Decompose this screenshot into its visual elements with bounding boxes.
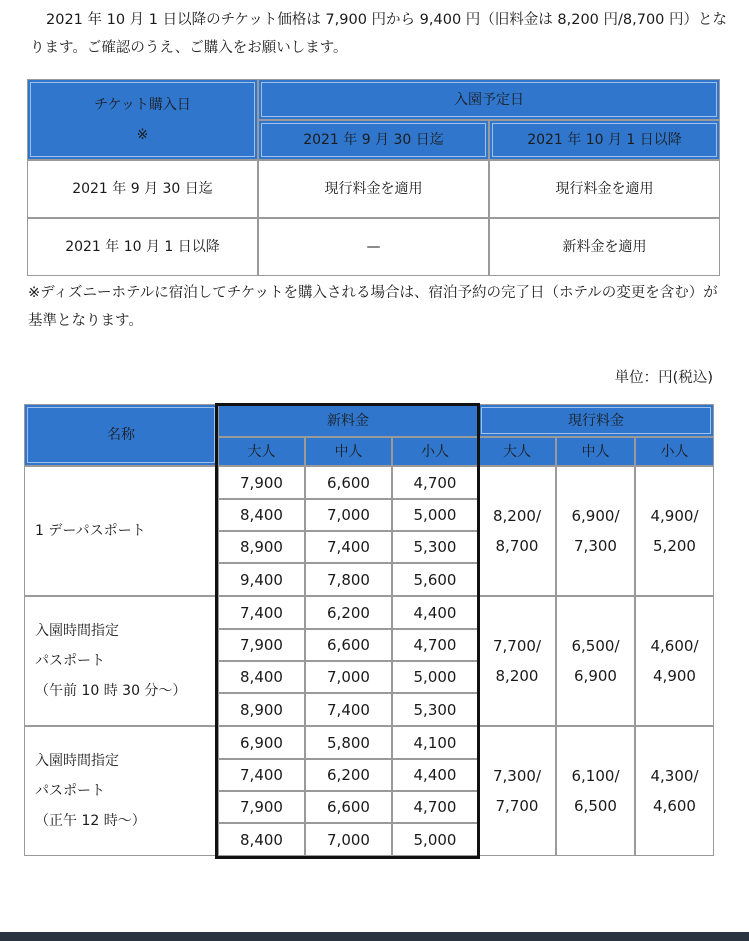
new-price-cell: 7,400 [305, 693, 392, 726]
current-price-cell [478, 466, 556, 596]
new-price-cell: 7,900 [218, 791, 305, 823]
new-price-cell: 4,700 [392, 791, 478, 823]
bottom-bar [0, 932, 749, 941]
current-price-line: 5,200 [653, 537, 696, 555]
ticket-name-cell [24, 466, 218, 596]
new-price-cell: 7,400 [218, 759, 305, 791]
purchase-row-cell: — [258, 218, 489, 276]
current-price-cell [635, 726, 714, 856]
current-adult-header: 大人 [478, 437, 556, 466]
current-price-line: 6,100/ [571, 767, 620, 785]
new-price-cell: 7,000 [305, 823, 392, 856]
new-price-cell: 7,800 [305, 563, 392, 596]
purchase-date-header [27, 79, 258, 160]
ticket-name-line: 入園時間指定 [35, 753, 119, 769]
new-price-cell: 7,000 [305, 499, 392, 531]
current-price-line: 6,900 [574, 667, 617, 685]
new-child-header: 小人 [392, 437, 478, 466]
new-price-cell: 7,900 [218, 629, 305, 661]
new-price-cell: 5,000 [392, 499, 478, 531]
purchase-row-cell: 現行料金を適用 [258, 160, 489, 218]
current-price-line: 6,500/ [571, 637, 620, 655]
ticket-name-line: 入園時間指定 [35, 623, 119, 639]
current-price-cell [556, 466, 635, 596]
new-price-cell: 5,300 [392, 693, 478, 726]
name-header: 名称 [24, 404, 218, 466]
new-price-cell: 8,400 [218, 661, 305, 693]
current-price-cell [478, 726, 556, 856]
new-price-cell: 4,700 [392, 466, 478, 499]
new-price-cell: 7,000 [305, 661, 392, 693]
current-price-cell [635, 596, 714, 726]
new-price-cell: 8,400 [218, 499, 305, 531]
current-price-line: 8,700 [495, 537, 539, 555]
new-price-cell: 5,000 [392, 661, 478, 693]
current-price-line: 4,600 [653, 797, 696, 815]
ticket-name-cell [24, 596, 218, 726]
new-price-cell: 7,400 [305, 531, 392, 563]
purchase-row-label: 2021 年 10 月 1 日以降 [27, 218, 258, 276]
current-price-line: 8,200/ [493, 507, 541, 525]
ticket-name-line: パスポート [35, 783, 105, 799]
new-price-cell: 8,900 [218, 693, 305, 726]
visit-date-col-before: 2021 年 9 月 30 日迄 [258, 120, 489, 160]
new-price-cell: 5,300 [392, 531, 478, 563]
current-price-line: 8,200 [495, 667, 539, 685]
current-price-line: 7,300 [574, 537, 617, 555]
new-price-header: 新料金 [218, 404, 478, 437]
new-price-cell: 4,700 [392, 629, 478, 661]
current-price-line: 4,900/ [650, 507, 699, 525]
purchase-row-label: 2021 年 9 月 30 日迄 [27, 160, 258, 218]
new-price-cell: 6,200 [305, 596, 392, 629]
purchase-date-header-label: チケット購入日 [94, 96, 191, 113]
current-price-line: 7,700/ [493, 637, 541, 655]
new-price-cell: 5,800 [305, 726, 392, 759]
current-price-header: 現行料金 [478, 404, 714, 437]
new-price-cell: 8,900 [218, 531, 305, 563]
purchase-row-cell: 現行料金を適用 [489, 160, 720, 218]
intro-paragraph: 2021 年 10 月 1 日以降のチケット価格は 7,900 円から 9,400 円（旧料金は 8,200 円/8,700 円）となります。ご確認のうえ、ご購入をお願いします。 [30, 12, 728, 56]
current-price-line: 7,700 [495, 797, 539, 815]
new-price-cell: 5,600 [392, 563, 478, 596]
current-price-line: 6,500 [574, 797, 617, 815]
ticket-name-line: 1 デーパスポート [35, 523, 146, 539]
current-price-line: 4,600/ [650, 637, 699, 655]
ticket-name-line: （正午 12 時～） [35, 813, 146, 829]
current-price-cell [556, 596, 635, 726]
new-price-cell: 9,400 [218, 563, 305, 596]
ticket-name-line: （午前 10 時 30 分～） [35, 683, 187, 699]
new-price-cell: 5,000 [392, 823, 478, 856]
new-price-cell: 6,600 [305, 466, 392, 499]
new-adult-header: 大人 [218, 437, 305, 466]
new-price-cell: 6,600 [305, 629, 392, 661]
purchase-row-cell: 新料金を適用 [489, 218, 720, 276]
visit-date-header: 入園予定日 [258, 79, 720, 120]
current-middle-header: 中人 [556, 437, 635, 466]
current-price-cell [635, 466, 714, 596]
new-price-cell: 6,200 [305, 759, 392, 791]
new-price-cell: 6,600 [305, 791, 392, 823]
new-price-cell: 6,900 [218, 726, 305, 759]
visit-date-col-after: 2021 年 10 月 1 日以降 [489, 120, 720, 160]
unit-label: 単位：円(税込) [614, 370, 713, 386]
new-price-cell: 4,400 [392, 759, 478, 791]
new-price-cell: 4,100 [392, 726, 478, 759]
current-price-line: 4,900 [653, 667, 696, 685]
new-price-cell: 8,400 [218, 823, 305, 856]
new-price-cell: 7,900 [218, 466, 305, 499]
new-price-cell: 4,400 [392, 596, 478, 629]
current-price-line: 4,300/ [650, 767, 699, 785]
hotel-note: ※ディズニーホテルに宿泊してチケットを購入される場合は、宿泊予約の完了日（ホテルの変更を含む）が基準となります。 [28, 285, 718, 329]
current-price-line: 6,900/ [571, 507, 620, 525]
ticket-name-cell [24, 726, 218, 856]
new-price-cell: 7,400 [218, 596, 305, 629]
current-price-cell [478, 596, 556, 726]
current-price-line: 7,300/ [493, 767, 541, 785]
ticket-name-line: パスポート [35, 653, 105, 669]
current-price-cell [556, 726, 635, 856]
current-child-header: 小人 [635, 437, 714, 466]
purchase-date-note-mark: ※ [136, 126, 149, 143]
new-middle-header: 中人 [305, 437, 392, 466]
